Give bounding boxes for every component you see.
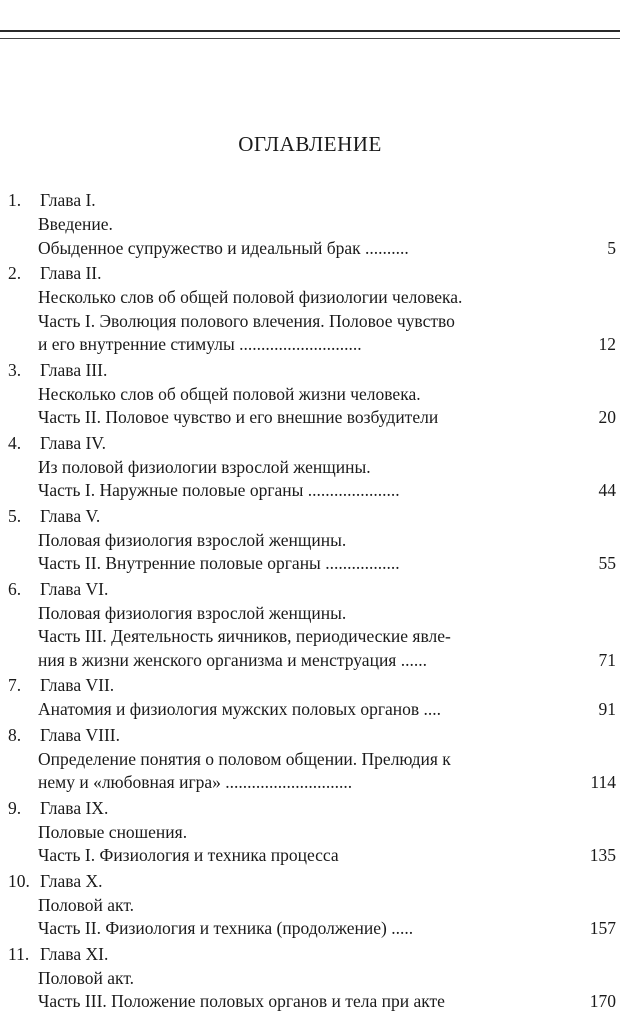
- entry-title-line: [0, 990, 620, 1014]
- toc-entry: [0, 503, 620, 576]
- entry-title-text: Половые сношения.: [38, 821, 188, 842]
- chapter-label: Глава III.: [40, 359, 108, 380]
- entry-title-line: [0, 967, 620, 991]
- entry-title-text: нему и «любовная игра» .............................: [38, 772, 353, 792]
- entry-number: 5.: [8, 505, 22, 526]
- entry-number: 2.: [8, 263, 22, 283]
- top-rule: [0, 30, 620, 32]
- entry-title-text: Часть II. Внутренние половые органы .................: [38, 553, 400, 573]
- toc-entry-heading: [0, 672, 620, 698]
- entry-title-text: и его внутренние стимулы ............................: [38, 334, 362, 354]
- entry-title-text: Из половой физиологии взрослой женщины.: [38, 456, 371, 477]
- toc-entry: [0, 357, 620, 430]
- entry-title-text: Половой акт.: [38, 967, 135, 988]
- toc-entry: [0, 795, 620, 868]
- entry-title-text: Часть III. Положение половых органов и тела при акте: [38, 991, 445, 1011]
- entry-title-line: [0, 844, 620, 868]
- entry-title-line: [0, 383, 620, 407]
- page-number: 114: [590, 772, 616, 792]
- entry-title-line: [0, 894, 620, 918]
- chapter-label: Глава X.: [40, 870, 103, 891]
- entry-title-text: Несколько слов об общей половой жизни человека.: [38, 383, 421, 404]
- entry-title-line: [0, 698, 620, 722]
- entry-title-line: [0, 310, 620, 334]
- page-number: 157: [589, 918, 616, 938]
- entry-number: 8.: [8, 724, 22, 745]
- toc-entry-heading: [0, 941, 620, 967]
- entry-number: 7.: [8, 675, 22, 695]
- page-number: 44: [598, 480, 616, 500]
- entry-title-line: [0, 649, 620, 673]
- table-of-contents: [0, 187, 620, 1014]
- entry-number: 10.: [8, 870, 30, 891]
- toc-entry-heading: [0, 187, 620, 213]
- toc-entry-heading: [0, 576, 620, 602]
- chapter-label: Глава VI.: [40, 578, 109, 599]
- page-number: 12: [598, 334, 616, 354]
- entry-title-line: [0, 479, 620, 503]
- toc-entry-heading: [0, 503, 620, 529]
- toc-entry: [0, 722, 620, 795]
- page-title: ОГЛАВЛЕНИЕ: [238, 132, 382, 156]
- entry-title-text: Половая физиология взрослой женщины.: [38, 602, 347, 623]
- entry-title-line: [0, 333, 620, 357]
- chapter-label: Глава II.: [40, 263, 102, 283]
- page-number: 5: [607, 237, 616, 258]
- page-number: 91: [598, 699, 616, 719]
- entry-title-text: Часть III. Деятельность яичников, периодические явле-: [38, 626, 451, 646]
- toc-entry: [0, 576, 620, 673]
- toc-entry: [0, 941, 620, 1014]
- chapter-label: Глава XI.: [40, 943, 109, 964]
- entry-title-line: [0, 602, 620, 626]
- entry-title-text: Определение понятия о половом общении. Прелюдия к: [38, 748, 451, 769]
- entry-title-text: Введение.: [38, 214, 113, 234]
- entry-title-line: [0, 917, 620, 941]
- top-rule-thin: [0, 38, 620, 39]
- entry-title-text: Часть I. Наружные половые органы .....................: [38, 480, 400, 500]
- entry-title-line: [0, 771, 620, 795]
- entry-title-line: [0, 821, 620, 845]
- entry-title-text: Обыденное супружество и идеальный брак ..........: [38, 237, 409, 258]
- entry-title-text: Анатомия и физиология мужских половых органов ....: [38, 699, 442, 719]
- toc-entry-heading: [0, 722, 620, 748]
- entry-title-line: [0, 748, 620, 772]
- page-number: 20: [598, 407, 616, 427]
- entry-title-line: [0, 625, 620, 649]
- entry-title-line: [0, 456, 620, 480]
- chapter-label: Глава VIII.: [40, 724, 120, 745]
- chapter-label: Глава IX.: [40, 797, 109, 818]
- entry-title-line: [0, 529, 620, 553]
- toc-entry-heading: [0, 430, 620, 456]
- entry-number: 9.: [8, 797, 22, 818]
- entry-title-line: [0, 406, 620, 430]
- entry-title-text: Часть II. Половое чувство и его внешние возбудители: [38, 407, 439, 427]
- entry-title-text: Часть I. Эволюция полового влечения. Половое чувство: [38, 310, 455, 331]
- entry-number: 6.: [8, 578, 22, 599]
- entry-number: 3.: [8, 359, 22, 380]
- toc-entry: [0, 672, 620, 722]
- entry-title-text: Половая физиология взрослой женщины.: [38, 529, 347, 550]
- page-number: 71: [598, 649, 616, 670]
- toc-entry: [0, 430, 620, 503]
- chapter-label: Глава IV.: [40, 432, 107, 453]
- chapter-label: Глава V.: [40, 505, 101, 526]
- entry-title-line: [0, 213, 620, 237]
- entry-number: 11.: [8, 943, 30, 964]
- toc-entry-heading: [0, 795, 620, 821]
- toc-entry: [0, 868, 620, 941]
- entry-title-text: Часть II. Физиология и техника (продолжение) .....: [38, 918, 414, 938]
- entry-title-text: Несколько слов об общей половой физиологии человека.: [38, 287, 463, 307]
- entry-title-line: [0, 552, 620, 576]
- chapter-label: Глава I.: [40, 190, 96, 210]
- entry-title-text: Половой акт.: [38, 894, 135, 915]
- entry-number: 1.: [8, 190, 22, 210]
- toc-entry-heading: [0, 260, 620, 286]
- entry-title-text: Часть I. Физиология и техника процесса: [38, 845, 339, 865]
- entry-number: 4.: [8, 432, 22, 453]
- toc-entry-heading: [0, 357, 620, 383]
- entry-title-line: [0, 237, 620, 261]
- entry-title-text: ния в жизни женского организма и менструация ......: [38, 649, 427, 670]
- page-number: 55: [598, 553, 616, 573]
- entry-title-line: [0, 286, 620, 310]
- toc-entry: [0, 260, 620, 357]
- chapter-label: Глава VII.: [40, 675, 115, 695]
- toc-entry: [0, 187, 620, 260]
- page-number: 135: [589, 845, 616, 865]
- page-number: 170: [589, 991, 616, 1011]
- toc-entry-heading: [0, 868, 620, 894]
